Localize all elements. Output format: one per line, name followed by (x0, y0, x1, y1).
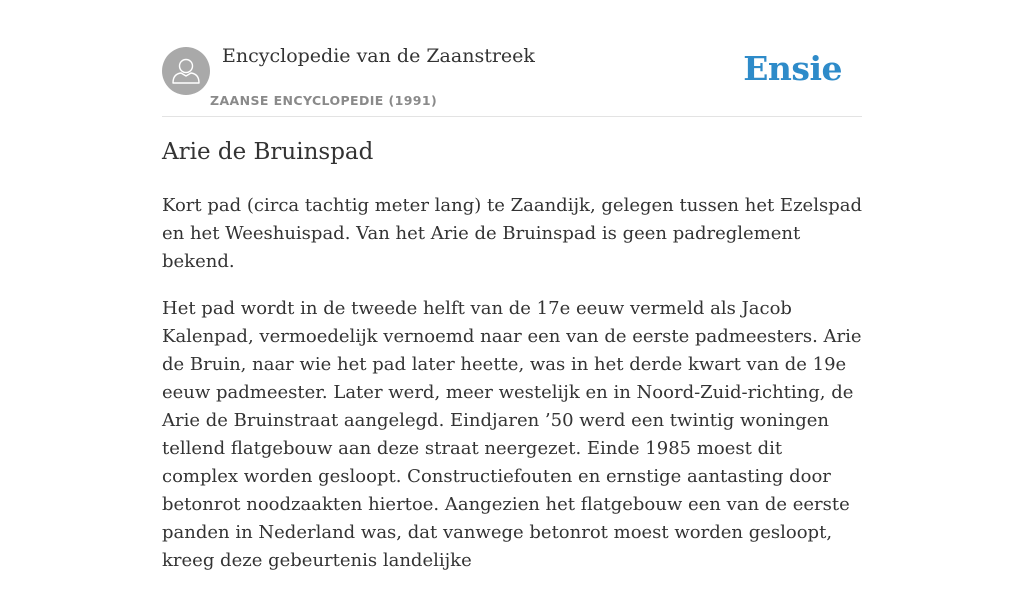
header (162, 0, 862, 117)
article-body (162, 192, 862, 594)
ensie-logo-link[interactable]: Ensie (743, 49, 842, 88)
book-title-link[interactable]: Encyclopedie van de Zaanstreek (222, 45, 535, 67)
article-title: Arie de Bruinspad (162, 139, 374, 165)
book-subtitle: ZAANSE ENCYCLOPEDIE (1991) (210, 93, 438, 108)
user-avatar-icon (162, 47, 210, 95)
person-outline-icon (162, 47, 210, 95)
article-paragraph: Kort pad (circa tachtig meter lang) te Zaandijk, gelegen tussen het Ezelspad en het Weeshuispad. Van het Arie de Bruinspad is geen padreglement bekend. (162, 195, 862, 272)
article-paragraph: Het pad wordt in de tweede helft van de 17e eeuw vermeld als Jacob Kalenpad, vermoedelijk vernoemd naar een van de eerste padmeesters. Arie de Bruin, naar wie het pad later heette, was in het derde kwart van de 19e eeuw padmeester. Later werd, meer westelijk en in Noord-Zuid-richting, de Arie de Bruinstraat aangelegd. Eindjaren ’50 werd een twintig woningen tellend flatgebouw aan deze straat neergezet. Einde 1985 moest dit complex worden gesloopt. Constructiefouten en ernstige aantasting door betonrot noodzaakten hiertoe. Aangezien het flatgebouw een van de eerste panden in Nederland was, dat vanwege betonrot moest worden gesloopt, kreeg deze gebeurtenis landelijke (162, 298, 862, 571)
